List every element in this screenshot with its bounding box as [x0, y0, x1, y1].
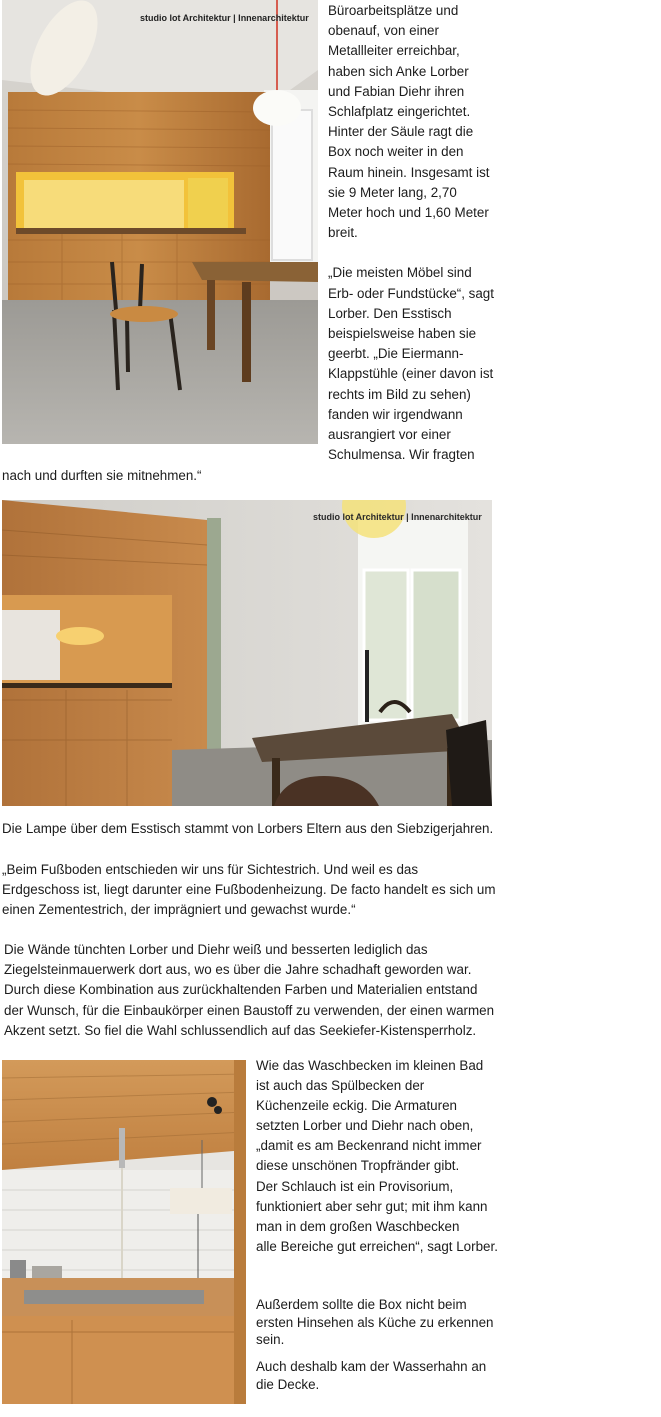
- text-line: Schulmensa. Wir fragten: [328, 447, 475, 463]
- text-line: „damit es am Beckenrand nicht immer: [256, 1138, 482, 1154]
- side-text-block-1: [328, 1, 498, 465]
- text-line: sein.: [256, 1332, 285, 1348]
- text-line: Erb- oder Fundstücke“, sagt: [328, 285, 494, 301]
- text-line: Der Schlauch ist ein Provisorium,: [256, 1178, 454, 1194]
- paragraph-loft-dimensions: [328, 1, 498, 243]
- text-line: funktioniert aber sehr gut; mit ihm kann: [256, 1198, 488, 1214]
- text-line: Durch diese Kombination aus zurückhaltenden Farben und Materialien entstand: [4, 982, 478, 998]
- text-line: Klappstühle (einer davon ist: [328, 366, 494, 382]
- text-line: geerbt. „Die Eiermann-: [328, 346, 464, 362]
- text-line: Erdgeschoss ist, liegt darunter eine Fußbodenheizung. De facto handelt es sich um: [2, 882, 496, 898]
- photo1-credit: studio lot Architektur | Innenarchitektur: [140, 13, 309, 23]
- text-line: setzten Lorber und Diehr nach oben,: [256, 1118, 474, 1134]
- text-line: Küchenzeile eckig. Die Armaturen: [256, 1098, 457, 1114]
- paragraph-faucet: [256, 1056, 498, 1257]
- text-line: der Wunsch, für die Einbaukörper einen Baustoff zu verwenden, der einen warmen: [4, 1002, 495, 1018]
- text-line: sie 9 Meter lang, 2,70: [328, 184, 457, 200]
- text-line: haben sich Anke Lorber: [328, 63, 469, 79]
- text-line: „Die meisten Möbel sind: [328, 265, 472, 281]
- photo2-credit: studio lot Architektur | Innenarchitektur: [313, 512, 482, 522]
- photo-dining-area: [2, 500, 492, 806]
- text-line: obenauf, von einer: [328, 23, 439, 39]
- text-line: Box noch weiter in den: [328, 144, 464, 160]
- text-line: beispielsweise haben sie: [328, 326, 477, 342]
- text-line: Lorber. Den Esstisch: [328, 305, 452, 321]
- paragraph-tap-ceiling: [256, 1358, 486, 1395]
- photo-dining-area-image: [2, 500, 492, 806]
- text-line: diese unschönen Tropfränder gibt.: [256, 1158, 460, 1174]
- photo-kitchen-sink-image: [2, 1060, 246, 1404]
- text-line: Büroarbeitsplätze und: [328, 3, 459, 18]
- text-line: man in dem großen Waschbecken: [256, 1218, 460, 1234]
- text-line: Schlafplatz eingerichtet.: [328, 104, 471, 120]
- text-line: fanden wir irgendwann: [328, 406, 463, 422]
- text-line: und Fabian Diehr ihren: [328, 83, 465, 99]
- text-line: ist auch das Spülbecken der: [256, 1078, 425, 1094]
- text-line: Wie das Waschbecken im kleinen Bad: [256, 1058, 484, 1073]
- text-line: alle Bereiche gut erreichen“, sagt Lorber.: [256, 1238, 498, 1254]
- text-line: Auch deshalb kam der Wasserhahn an: [256, 1359, 487, 1374]
- text-line: Meter hoch und 1,60 Meter: [328, 205, 489, 221]
- text-line: Außerdem sollte die Box nicht beim: [256, 1297, 467, 1312]
- photo2-caption: Die Lampe über dem Esstisch stammt von Lorbers Eltern aus den Siebzigerjahren.: [2, 821, 494, 836]
- paragraph-furniture: [328, 263, 498, 465]
- text-line: die Decke.: [256, 1377, 320, 1393]
- paragraph-floor: [2, 860, 496, 921]
- text-line: Raum hinein. Insgesamt ist: [328, 164, 490, 180]
- text-line: einen Zementestrich, der imprägniert und gewachst wurde.“: [2, 902, 356, 918]
- text-line: Die Wände tünchten Lorber und Diehr weiß und besserten lediglich das: [4, 942, 428, 957]
- text-line: Metallleiter erreichbar,: [328, 43, 460, 59]
- text-line: Ziegelsteinmauerwerk dort aus, wo es über die Jahre schadhaft geworden war.: [4, 962, 472, 978]
- paragraph-furniture-end: nach und durften sie mitnehmen.“: [2, 468, 202, 483]
- paragraph-walls: [4, 940, 494, 1041]
- text-line: rechts im Bild zu sehen): [328, 386, 471, 402]
- text-line: ausrangiert vor einer: [328, 427, 451, 443]
- text-line: Akzent setzt. So fiel die Wahl schlussendlich auf das Seekiefer-Kistensperrholz.: [4, 1022, 477, 1038]
- photo-kitchen-box: [2, 0, 318, 444]
- paragraph-box-disguise: [256, 1296, 493, 1349]
- text-line: Hinter der Säule ragt die: [328, 124, 474, 140]
- photo-kitchen-box-image: [2, 0, 318, 444]
- photo-kitchen-sink: [2, 1060, 246, 1404]
- text-line: ersten Hinsehen als Küche zu erkennen: [256, 1314, 494, 1330]
- text-line: „Beim Fußboden entschieden wir uns für Sichtestrich. Und weil es das: [2, 862, 419, 877]
- text-line: breit.: [328, 225, 358, 241]
